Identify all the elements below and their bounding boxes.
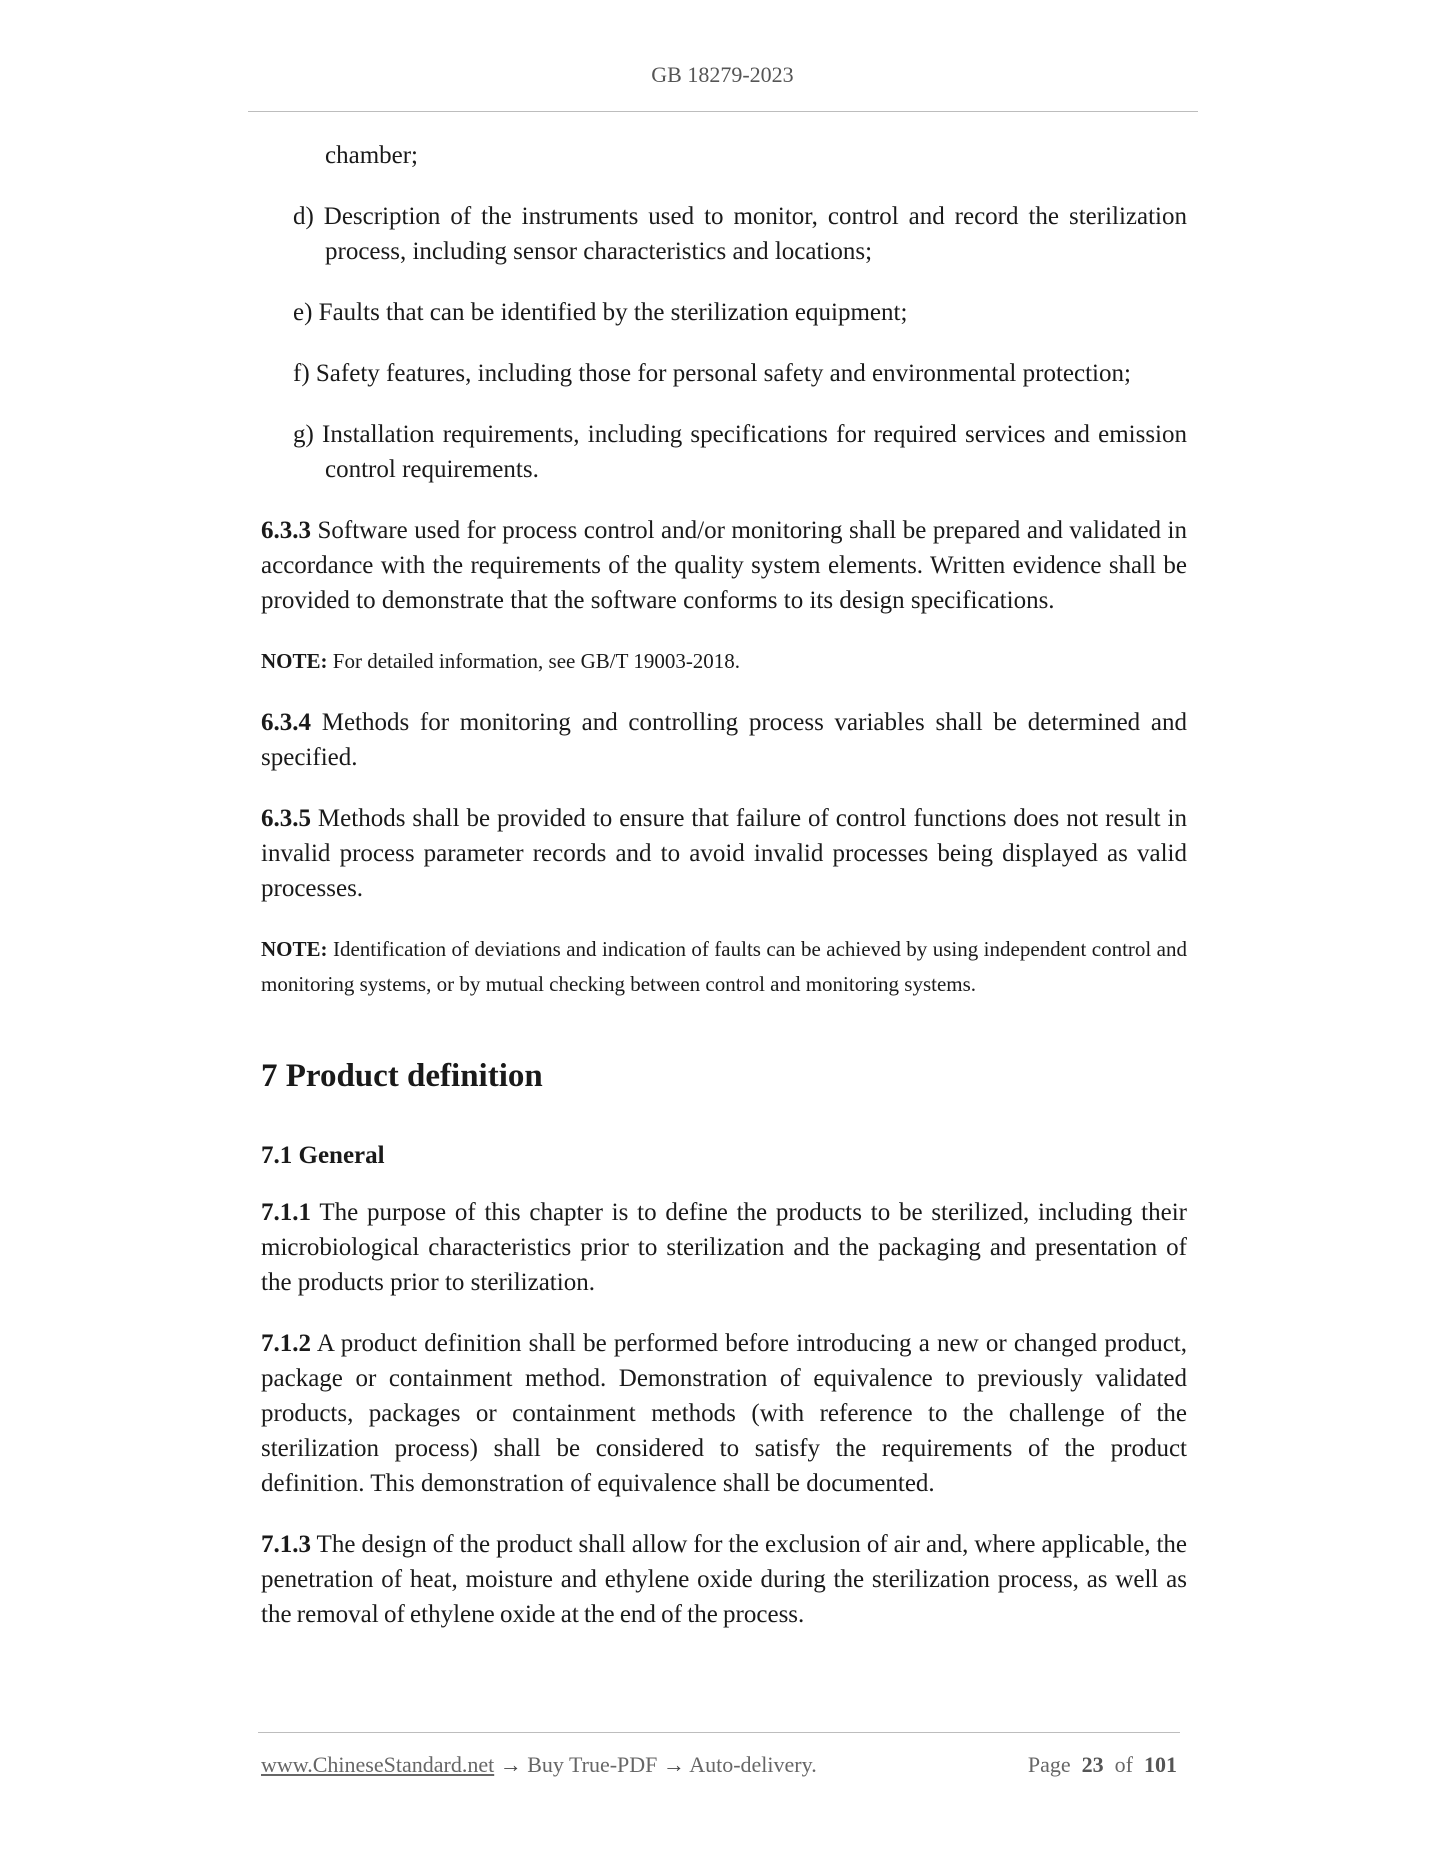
list-item-g: g) Installation requirements, including specifications for required services and emission control requirements. [293, 421, 1187, 483]
section-7-1-heading: 7.1 General [261, 1142, 385, 1169]
section-7-heading: 7 Product definition [261, 1058, 543, 1094]
total-pages-number: 101 [1144, 1752, 1177, 1777]
arrow-right-icon: → [499, 1752, 522, 1777]
page-footer [261, 1752, 1180, 1778]
clause-number: 6.3.3 [261, 517, 311, 544]
clause-number: 7.1.3 [261, 1531, 311, 1558]
clause-6-3-3 [261, 513, 1187, 618]
page-label: Page [1027, 1752, 1071, 1777]
clause-7-1-2 [261, 1326, 1187, 1501]
note-text: For detailed information, see GB/T 19003-2018. [327, 649, 741, 673]
clause-7-1-3 [261, 1527, 1187, 1632]
clause-text: Methods shall be provided to ensure that failure of control functions does not result in invalid process parameter records and to avoid invalid processes being displayed as valid processes. [261, 805, 1187, 902]
clause-number: 7.1.2 [261, 1330, 311, 1357]
website-link[interactable]: www.ChineseStandard.net [261, 1752, 495, 1777]
header-divider [248, 111, 1198, 112]
buy-pdf-text: Buy True-PDF [527, 1752, 658, 1777]
note-1 [261, 644, 1187, 679]
clause-number: 7.1.1 [261, 1199, 311, 1226]
list-item-f: f) Safety features, including those for personal safety and environmental protection; [293, 360, 1131, 387]
clause-number: 6.3.4 [261, 709, 311, 736]
clause-text: A product definition shall be performed before introducing a new or changed product, package or containment method. Demonstration of equivalence to previously validated products, packages or containment methods (with reference to the challenge of the sterilization process) shall be considered to satisfy the requirements of the product definition. This demonstration of equivalence shall be documented. [261, 1330, 1187, 1497]
clause-text: Software used for process control and/or monitoring shall be prepared and validated in accordance with the requirements of the quality system elements. Written evidence shall be provided to demonstrate that the software conforms to its design specifications. [261, 517, 1187, 614]
document-body [261, 138, 1187, 1632]
page-indicator [1028, 1752, 1177, 1778]
clause-7-1-1 [261, 1195, 1187, 1300]
note-label: NOTE: [261, 649, 328, 673]
current-page-number: 23 [1081, 1752, 1104, 1777]
clause-6-3-5 [261, 801, 1187, 906]
note-label: NOTE: [261, 937, 328, 961]
clause-number: 6.3.5 [261, 805, 311, 832]
item-c-continuation: chamber; [325, 142, 419, 169]
clause-text: The purpose of this chapter is to define the products to be sterilized, including their microbiological characteristics prior to sterilization and the packaging and presentation of the products prior to sterilization. [261, 1199, 1187, 1296]
note-2 [261, 932, 1187, 1002]
clause-text: Methods for monitoring and controlling process variables shall be determined and specified. [261, 709, 1187, 771]
clause-text: The design of the product shall allow for the exclusion of air and, where applicable, the penetration of heat, moisture and ethylene oxide during the sterilization process, as well as the removal of ethylene oxide at the end of the process. [261, 1531, 1187, 1628]
clause-6-3-4 [261, 705, 1187, 775]
list-item-d: d) Description of the instruments used to monitor, control and record the sterilization process, including sensor characteristics and locations; [293, 203, 1187, 265]
footer-divider [258, 1732, 1180, 1733]
auto-delivery-text: Auto-delivery. [689, 1752, 817, 1777]
document-code-header: GB 18279-2023 [651, 62, 794, 87]
of-label: of [1114, 1752, 1133, 1777]
list-item-e: e) Faults that can be identified by the sterilization equipment; [293, 299, 908, 326]
arrow-right-icon: → [662, 1752, 685, 1777]
note-text: Identification of deviations and indication of faults can be achieved by using independent control and monitoring systems, or by mutual checking between control and monitoring systems. [261, 937, 1187, 996]
